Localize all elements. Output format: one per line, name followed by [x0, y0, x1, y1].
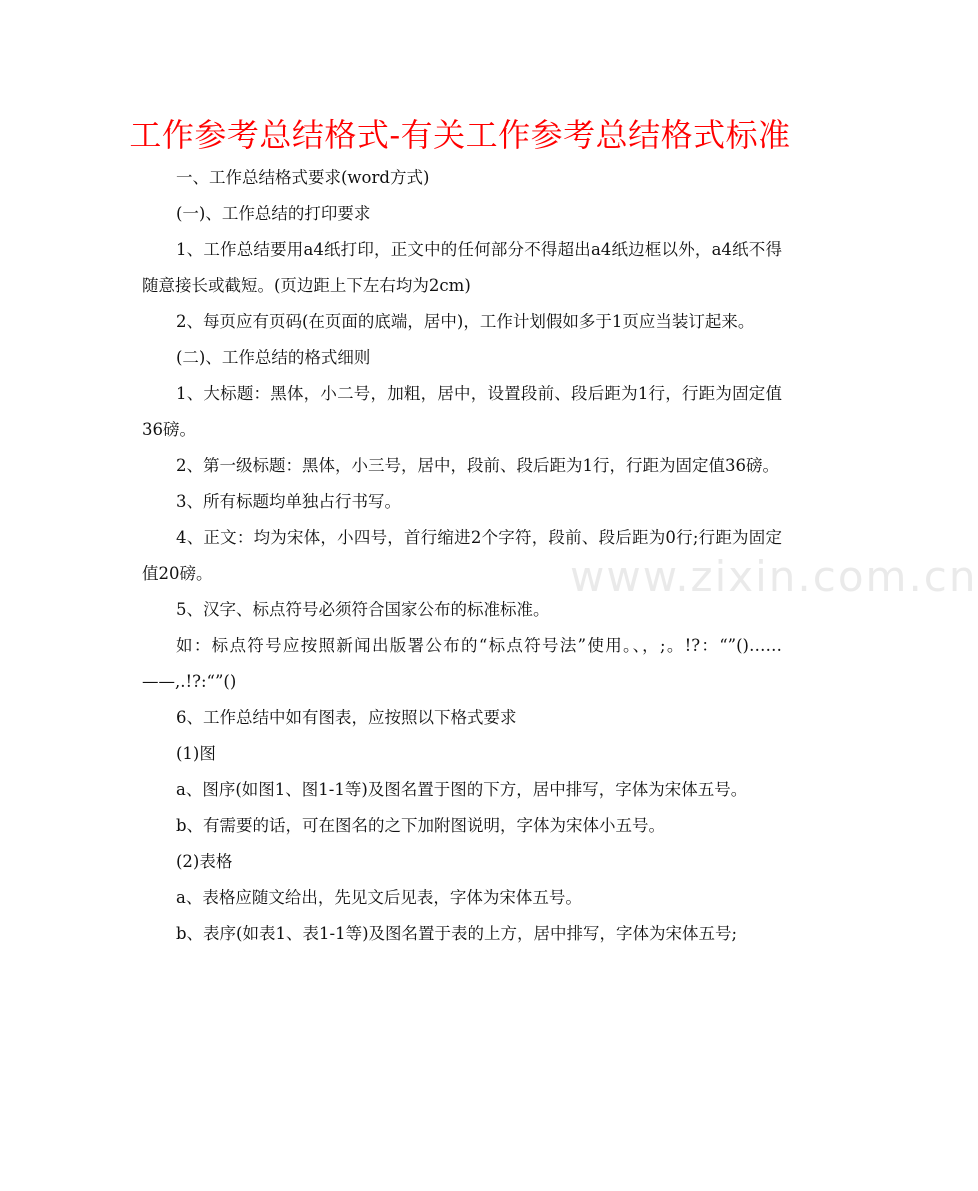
paragraph-item: 3、所有标题均单独占行书写。: [176, 492, 401, 511]
paragraph-item: a、图序(如图1、图1-1等)及图名置于图的下方，居中排写，字体为宋体五号。: [176, 780, 748, 799]
paragraph-item: b、表序(如表1、表1-1等)及图名置于表的上方，居中排写，字体为宋体五号;: [176, 924, 738, 943]
paragraph-item: 如：标点符号应按照新闻出版署公布的“标点符号法”使用。、，;。!?：“”()……——,.!?:“”(): [142, 636, 782, 691]
document-body: [142, 160, 782, 952]
subsection-heading-print: (一)、工作总结的打印要求: [176, 204, 371, 223]
section-heading-1: 一、工作总结格式要求(word方式): [176, 168, 430, 187]
paragraph-item: a、表格应随文给出，先见文后见表，字体为宋体五号。: [176, 888, 582, 907]
paragraph-item: 2、第一级标题：黑体，小三号，居中，段前、段后距为1行，行距为固定值36磅。: [176, 456, 779, 475]
paragraph-item: 6、工作总结中如有图表，应按照以下格式要求: [176, 708, 517, 727]
table-heading: (2)表格: [176, 852, 233, 871]
paragraph-item: 1、工作总结要用a4纸打印，正文中的任何部分不得超出a4纸边框以外，a4纸不得随意接长或截短。(页边距上下左右均为2cm): [142, 240, 782, 295]
paragraph-item: 5、汉字、标点符号必须符合国家公布的标准标准。: [176, 600, 550, 619]
subsection-heading-format: (二)、工作总结的格式细则: [176, 348, 371, 367]
figure-heading: (1)图: [176, 744, 216, 763]
paragraph-item: b、有需要的话，可在图名的之下加附图说明，字体为宋体小五号。: [176, 816, 666, 835]
paragraph-item: 1、大标题：黑体，小二号，加粗，居中，设置段前、段后距为1行，行距为固定值36磅。: [142, 384, 782, 439]
paragraph-item: 2、每页应有页码(在页面的底端，居中)，工作计划假如多于1页应当装订起来。: [176, 312, 755, 331]
watermark: www.zixin.com.cn: [570, 552, 978, 601]
paragraph-item: 4、正文：均为宋体，小四号，首行缩进2个字符，段前、段后距为0行;行距为固定值20磅。: [142, 528, 782, 583]
document-title: 工作参考总结格式-有关工作参考总结格式标准: [129, 116, 791, 154]
